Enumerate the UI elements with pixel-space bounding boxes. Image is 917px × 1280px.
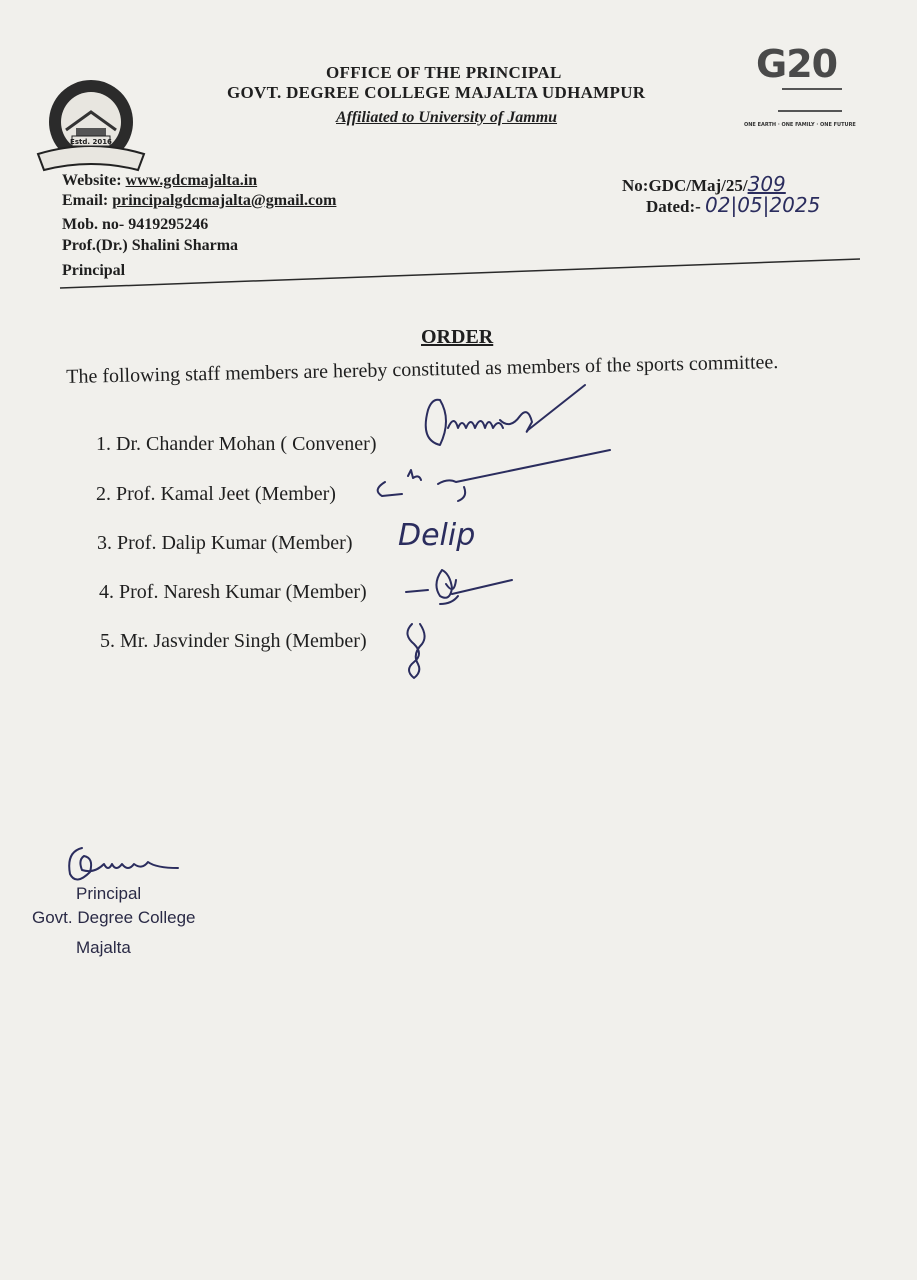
principal-title: Principal [62, 262, 126, 279]
principal-stamp-title: Principal [76, 884, 142, 903]
signature-naresh-kumar [406, 570, 512, 604]
affiliation: Affiliated to University of Jammu [336, 109, 558, 126]
principal-stamp-college: Govt. Degree College [32, 908, 196, 927]
logo-estd: Estd. 2016 [70, 138, 112, 146]
website-link[interactable]: www.gdcmajalta.in [125, 172, 258, 189]
office-title: OFFICE OF THE PRINCIPAL [326, 63, 562, 82]
website-line: Website: www.gdcmajalta.in [62, 172, 258, 189]
signature-jasvinder-singh [407, 624, 424, 678]
reference-date: Dated:- 02|05|2025 [646, 193, 821, 217]
email-link[interactable]: principalgdcmajalta@gmail.com [112, 192, 337, 209]
member-item-3: 3. Prof. Dalip Kumar (Member) [97, 532, 353, 554]
g20-tagline: ONE EARTH · ONE FAMILY · ONE FUTURE [744, 122, 856, 128]
reference-number-value: 309 [747, 172, 786, 196]
order-heading: ORDER [421, 326, 494, 348]
reference-number: No:GDC/Maj/25/309 [622, 172, 786, 196]
mobile-number: 9419295246 [128, 216, 209, 233]
principal-signature [60, 840, 190, 890]
mobile-line: Mob. no- 9419295246 [62, 216, 209, 233]
member-item-1: 1. Dr. Chander Mohan ( Convener) [96, 433, 377, 455]
signature-kamal-jeet [378, 450, 610, 501]
g20-mark: G20 [756, 42, 838, 86]
member-item-2: 2. Prof. Kamal Jeet (Member) [96, 483, 336, 505]
order-intro: The following staff members are hereby constituted as members of the sports committee. [66, 351, 779, 388]
principal-stamp-place: Majalta [76, 938, 131, 957]
principal-name: Prof.(Dr.) Shalini Sharma [62, 237, 239, 254]
member-item-5: 5. Mr. Jasvinder Singh (Member) [100, 630, 367, 652]
signature-chander-mohan [426, 385, 585, 445]
college-title: GOVT. DEGREE COLLEGE MAJALTA UDHAMPUR [227, 83, 646, 102]
reference-date-value: 02|05|2025 [705, 193, 821, 217]
member-item-4: 4. Prof. Naresh Kumar (Member) [99, 581, 367, 603]
signature-dalip-kumar: Delip [398, 518, 476, 553]
email-line: Email: principalgdcmajalta@gmail.com [62, 192, 337, 209]
